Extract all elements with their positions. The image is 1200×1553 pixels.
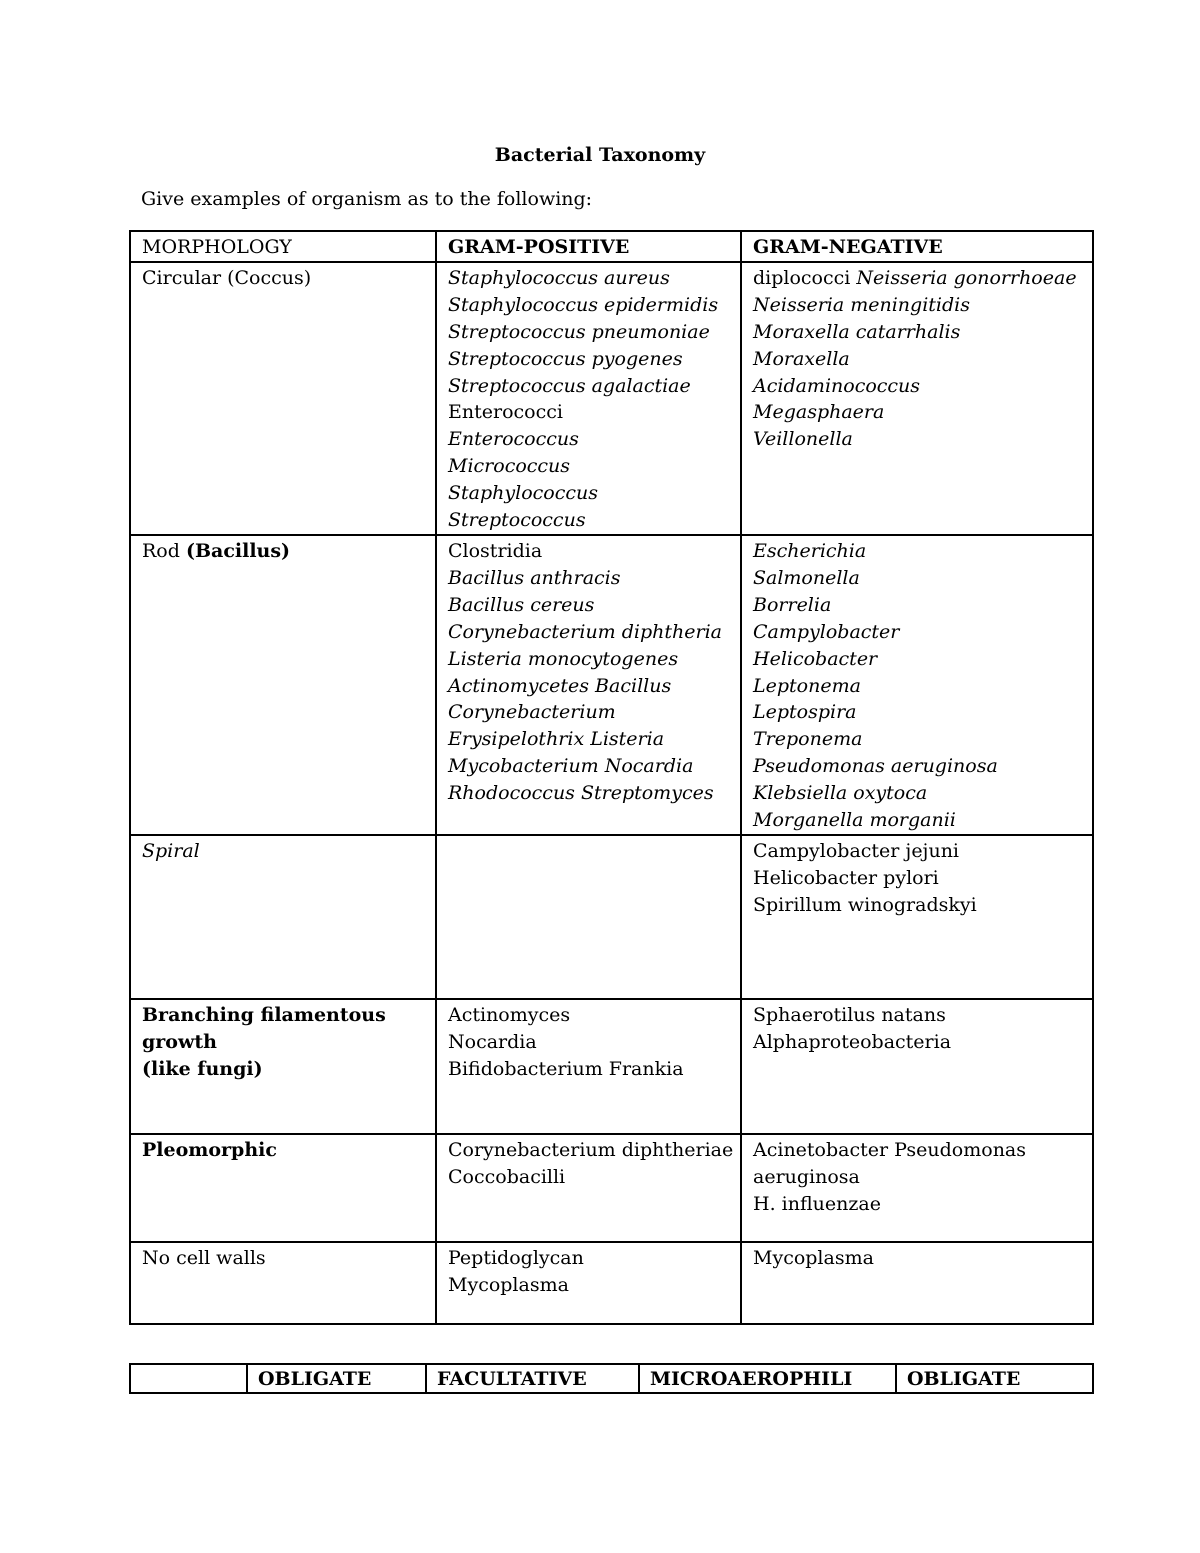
table-header-row [130, 231, 1093, 262]
header-obligate-anaerobe: OBLIGATE [896, 1364, 1093, 1393]
header-gram-negative: GRAM-NEGATIVE [741, 231, 1093, 262]
organism: Campylobacter jejuni [753, 839, 960, 862]
organism: Mycoplasma [753, 1246, 874, 1269]
page-title: Bacterial Taxonomy [494, 144, 706, 166]
morphology-cell: Spiral [130, 835, 436, 999]
organism: Bacillus anthracis [448, 566, 621, 589]
organism: Streptococcus agalactiae [448, 374, 691, 397]
table-row [130, 1134, 1093, 1242]
morphology-line: growth [142, 1030, 217, 1053]
table-row [130, 535, 1093, 835]
organism: Campylobacter [753, 620, 900, 643]
organism: Nocardia [448, 1030, 537, 1053]
morphology-cell [130, 999, 436, 1134]
organism: Acinetobacter Pseudomonas [753, 1138, 1027, 1161]
organism: Megasphaera [753, 401, 885, 424]
instruction-text: Give examples of organism as to the following: [141, 188, 593, 210]
gram-negative-cell [741, 262, 1093, 535]
morphology-line: (like fungi) [142, 1057, 263, 1080]
organism: Corynebacterium diphtheriae [448, 1138, 734, 1161]
organism: Coccobacilli [448, 1165, 566, 1188]
gram-negative-cell [741, 1242, 1093, 1324]
table-row [130, 262, 1093, 535]
organism: Staphylococcus aureus [448, 266, 670, 289]
gram-positive-cell [436, 1134, 741, 1242]
header-morphology: MORPHOLOGY [130, 231, 436, 262]
morphology-table [129, 230, 1094, 1325]
organism: Salmonella [753, 566, 860, 589]
header-gram-positive: GRAM-POSITIVE [436, 231, 741, 262]
table-row [130, 1242, 1093, 1324]
organism-prefix: diplococci [753, 266, 857, 289]
organism: Corynebacterium [448, 701, 616, 724]
organism: Mycoplasma [448, 1273, 569, 1296]
organism: Alphaproteobacteria [753, 1030, 952, 1053]
organism: Erysipelothrix Listeria [448, 728, 665, 751]
table-row [130, 999, 1093, 1134]
organism: Rhodococcus Streptomyces [448, 782, 714, 805]
organism: Veillonella [753, 428, 853, 451]
organism: Peptidoglycan [448, 1246, 584, 1269]
organism: Spirillum winogradskyi [753, 893, 977, 916]
morphology-cell [130, 535, 436, 835]
organism: Enterococcus [448, 428, 579, 451]
organism: Helicobacter pylori [753, 866, 939, 889]
organism [753, 265, 1082, 292]
morphology-name: (Bacillus) [185, 539, 291, 562]
gram-negative-cell [741, 1134, 1093, 1242]
morphology-cell: No cell walls [130, 1242, 436, 1324]
organism: Listeria monocytogenes [448, 647, 679, 670]
table-row [130, 835, 1093, 999]
header-obligate-aerobe: OBLIGATE [247, 1364, 426, 1393]
morphology-prefix: Rod [142, 539, 186, 562]
organism: Bifidobacterium Frankia [448, 1057, 684, 1080]
organism: Moraxella catarrhalis [753, 320, 961, 343]
organism: Borrelia [753, 593, 832, 616]
organism: Actinomyces [448, 1003, 571, 1026]
organism-name: Neisseria gonorrhoeae [856, 266, 1077, 289]
gram-negative-cell [741, 835, 1093, 999]
organism: Leptospira [753, 701, 857, 724]
organism: Escherichia [753, 539, 867, 562]
organism: Pseudomonas aeruginosa [753, 755, 998, 778]
morphology-line: Branching filamentous [142, 1003, 386, 1026]
gram-negative-cell [741, 535, 1093, 835]
oxygen-requirement-table [129, 1363, 1094, 1394]
header-microaerophilic: MICROAEROPHILI [639, 1364, 896, 1393]
gram-positive-cell [436, 262, 741, 535]
organism: Klebsiella oxytoca [753, 782, 928, 805]
organism: Actinomycetes Bacillus [448, 674, 672, 697]
organism: Morganella morganii [753, 809, 956, 832]
header-blank [130, 1364, 247, 1393]
organism: Moraxella [753, 347, 850, 370]
organism: Enterococci [448, 401, 563, 424]
organism: Mycobacterium Nocardia [448, 755, 694, 778]
organism: Staphylococcus epidermidis [448, 293, 719, 316]
organism: aeruginosa [753, 1165, 860, 1188]
header-facultative: FACULTATIVE [426, 1364, 639, 1393]
organism: Neisseria meningitidis [753, 293, 970, 316]
organism: Treponema [753, 728, 863, 751]
gram-positive-cell [436, 1242, 741, 1324]
organism: Streptococcus pneumoniae [448, 320, 710, 343]
organism: Acidaminococcus [753, 374, 921, 397]
organism: Staphylococcus [448, 482, 598, 505]
organism: Streptococcus [448, 509, 586, 532]
organism: Bacillus cereus [448, 593, 595, 616]
organism: Helicobacter [753, 647, 878, 670]
organism: Leptonema [753, 674, 861, 697]
organism: Clostridia [448, 539, 543, 562]
organism: H. influenzae [753, 1192, 881, 1215]
table-header-row [130, 1364, 1093, 1393]
organism: Micrococcus [448, 455, 571, 478]
morphology-cell: Circular (Coccus) [130, 262, 436, 535]
organism: Sphaerotilus natans [753, 1003, 946, 1026]
gram-positive-cell [436, 999, 741, 1134]
gram-positive-cell [436, 535, 741, 835]
organism: Streptococcus pyogenes [448, 347, 683, 370]
morphology-cell: Pleomorphic [130, 1134, 436, 1242]
organism: Corynebacterium diphtheria [448, 620, 722, 643]
gram-negative-cell [741, 999, 1093, 1134]
gram-positive-cell [436, 835, 741, 999]
